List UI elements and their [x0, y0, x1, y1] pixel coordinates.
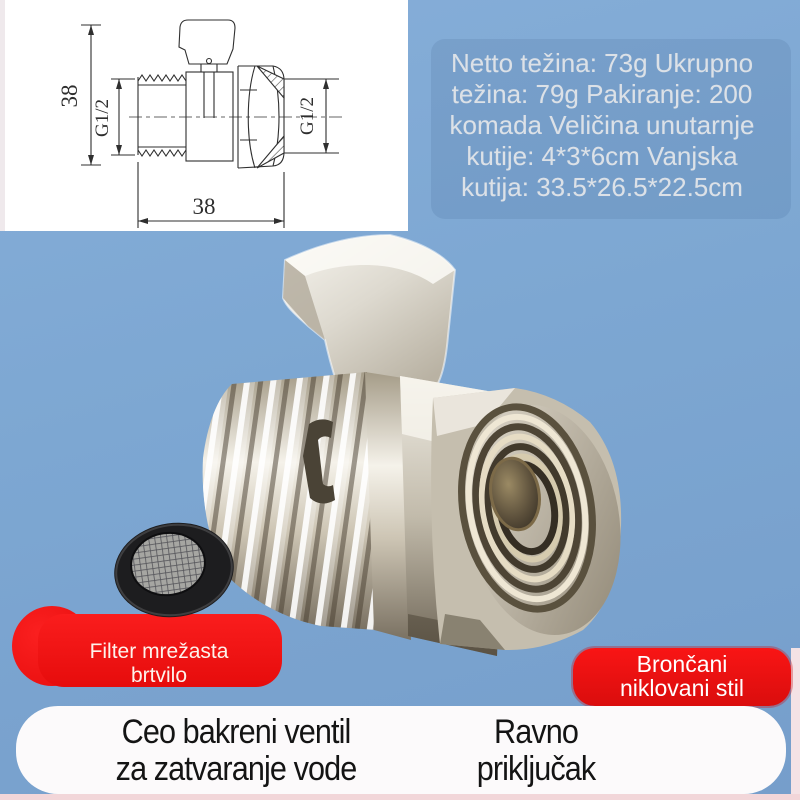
spec-line: težina: 79g Pakiranje: 200	[451, 79, 753, 109]
spec-line: kutija: 33.5*26.5*22.5cm	[461, 172, 743, 202]
spec-line: komada Veličina unutarnje	[449, 110, 755, 140]
dim-width-label: 38	[192, 194, 216, 219]
dim-thread-right-label: G1/2	[297, 97, 318, 135]
bottom-edge-strip	[0, 794, 800, 800]
mesh-filter-gasket-photo	[110, 518, 238, 622]
filter-tag-line: Filter mrežasta	[89, 640, 229, 663]
right-edge-strip	[791, 648, 800, 794]
technical-diagram-panel	[5, 0, 408, 231]
caption-left	[65, 714, 407, 788]
spec-line: kutije: 4*3*6cm Vanjska	[466, 141, 738, 171]
caption-bar	[16, 706, 786, 794]
dim-height-label: 38	[57, 84, 82, 108]
style-badge-line: niklovani stil	[620, 675, 744, 701]
spec-line: Netto težina: 73g Ukrupno	[450, 48, 754, 78]
style-badge	[573, 648, 791, 706]
caption-left-line: za zatvaranje vode	[115, 750, 357, 788]
valve-product-photo	[175, 226, 635, 658]
valve-dimension-drawing	[5, 0, 408, 231]
spec-text	[404, 48, 800, 203]
dim-thread-left-label: G1/2	[92, 99, 113, 137]
style-badge-line: Brončani	[636, 651, 728, 677]
caption-right	[401, 714, 671, 788]
filter-tag-text	[46, 640, 272, 688]
caption-right-line: priključak	[476, 750, 596, 788]
filter-tag-line: brtvilo	[130, 664, 188, 687]
caption-left-line: Ceo bakreni ventil	[121, 713, 351, 751]
caption-right-line: Ravno	[494, 713, 578, 751]
